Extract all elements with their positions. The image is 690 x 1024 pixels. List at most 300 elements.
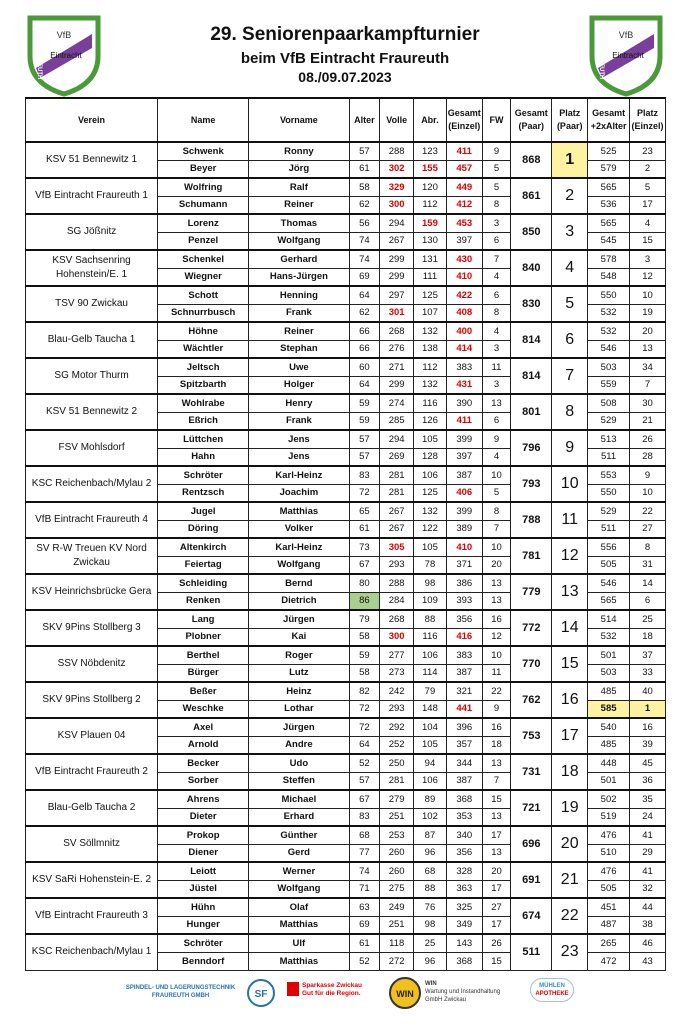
table-row (26, 142, 666, 160)
club-cell: KSV Plauen 04 (26, 718, 158, 754)
pair-place: 21 (552, 862, 588, 898)
player-abr: 107 (414, 304, 447, 322)
pair-place: 11 (552, 502, 588, 538)
player-abr: 25 (414, 934, 447, 952)
player-lastname: Döring (158, 520, 249, 538)
player-fw: 18 (482, 736, 511, 754)
sparkasse-icon (287, 982, 299, 996)
player-volle: 276 (380, 340, 414, 358)
player-age: 71 (349, 880, 380, 898)
player-gesamt-2xalter: 502 (588, 790, 630, 808)
player-abr: 131 (414, 250, 447, 268)
player-firstname: Holger (249, 376, 349, 394)
player-place: 3 (630, 250, 666, 268)
player-place: 16 (630, 718, 666, 736)
pair-total: 788 (511, 502, 552, 538)
player-gesamt-2xalter: 476 (588, 862, 630, 880)
player-age: 61 (349, 160, 380, 178)
player-volle: 329 (380, 178, 414, 196)
col-gesamt-2xalter: Gesamt +2xAlter (588, 98, 630, 142)
player-gesamt-2xalter: 451 (588, 898, 630, 916)
player-gesamt-2xalter: 559 (588, 376, 630, 394)
player-firstname: Ulf (249, 934, 349, 952)
club-cell: FSV Mohlsdorf (26, 430, 158, 466)
pair-place: 23 (552, 934, 588, 970)
table-row (26, 826, 666, 844)
player-gesamt: 356 (446, 610, 482, 628)
player-age: 64 (349, 286, 380, 304)
player-gesamt: 414 (446, 340, 482, 358)
player-lastname: Wohlrabe (158, 394, 249, 412)
player-fw: 11 (482, 358, 511, 376)
player-gesamt: 371 (446, 556, 482, 574)
pair-place: 8 (552, 394, 588, 430)
player-gesamt: 416 (446, 628, 482, 646)
player-gesamt-2xalter: 525 (588, 142, 630, 160)
player-abr: 125 (414, 484, 447, 502)
player-firstname: Henning (249, 286, 349, 304)
player-firstname: Wolfgang (249, 880, 349, 898)
player-lastname: Penzel (158, 232, 249, 250)
player-gesamt: 411 (446, 142, 482, 160)
col-vorname: Vorname (249, 98, 349, 142)
player-volle: 299 (380, 268, 414, 286)
player-firstname: Matthias (249, 952, 349, 970)
pair-place: 1 (552, 142, 588, 178)
player-gesamt: 387 (446, 772, 482, 790)
player-place: 12 (630, 268, 666, 286)
player-fw: 9 (482, 142, 511, 160)
player-lastname: Lorenz (158, 214, 249, 232)
player-gesamt-2xalter: 505 (588, 880, 630, 898)
logo-ring-text: FRAUREUTH (36, 42, 42, 80)
player-lastname: Beßer (158, 682, 249, 700)
player-fw: 5 (482, 178, 511, 196)
player-age: 57 (349, 430, 380, 448)
player-firstname: Gerhard (249, 250, 349, 268)
player-age: 62 (349, 304, 380, 322)
player-place: 13 (630, 340, 666, 358)
player-firstname: Wolfgang (249, 556, 349, 574)
table-row (26, 178, 666, 196)
player-place: 2 (630, 160, 666, 178)
player-age: 86 (349, 592, 380, 610)
col-alter: Alter (349, 98, 380, 142)
player-volle: 252 (380, 736, 414, 754)
player-firstname: Heinz (249, 682, 349, 700)
player-place: 23 (630, 142, 666, 160)
player-lastname: Jüstel (158, 880, 249, 898)
pair-place: 7 (552, 358, 588, 394)
sponsor-sparkasse-line1: Sparkasse Zwickau (302, 982, 362, 989)
player-age: 77 (349, 844, 380, 862)
player-place: 20 (630, 322, 666, 340)
player-firstname: Frank (249, 304, 349, 322)
player-age: 58 (349, 664, 380, 682)
player-firstname: Hans-Jürgen (249, 268, 349, 286)
player-place: 24 (630, 808, 666, 826)
pair-place: 6 (552, 322, 588, 358)
player-gesamt: 344 (446, 754, 482, 772)
player-lastname: Jeltsch (158, 358, 249, 376)
player-abr: 159 (414, 214, 447, 232)
player-lastname: Lüttchen (158, 430, 249, 448)
player-volle: 275 (380, 880, 414, 898)
sponsor-win-line2: Wartung und Instandhaltung (425, 989, 501, 995)
player-firstname: Jens (249, 448, 349, 466)
player-gesamt: 431 (446, 376, 482, 394)
logo-vfb-text: VfB (618, 30, 634, 40)
player-firstname: Jürgen (249, 610, 349, 628)
player-firstname: Uwe (249, 358, 349, 376)
player-abr: 68 (414, 862, 447, 880)
player-gesamt: 386 (446, 574, 482, 592)
player-volle: 269 (380, 448, 414, 466)
player-gesamt-2xalter: 448 (588, 754, 630, 772)
player-lastname: Diener (158, 844, 249, 862)
svg-text:SF: SF (254, 989, 268, 1000)
player-volle: 267 (380, 232, 414, 250)
player-gesamt-2xalter: 536 (588, 196, 630, 214)
player-lastname: Eßrich (158, 412, 249, 430)
player-abr: 114 (414, 664, 447, 682)
player-gesamt: 412 (446, 196, 482, 214)
pair-place: 5 (552, 286, 588, 322)
player-volle: 281 (380, 484, 414, 502)
player-abr: 88 (414, 880, 447, 898)
sponsor-spindel-line1: SPINDEL- UND LAGERUNGSTECHNIK (125, 985, 236, 991)
player-abr: 88 (414, 610, 447, 628)
pair-place: 2 (552, 178, 588, 214)
table-row (26, 430, 666, 448)
player-place: 40 (630, 682, 666, 700)
club-cell: KSV 51 Bennewitz 1 (26, 142, 158, 178)
player-abr: 105 (414, 430, 447, 448)
pair-place: 14 (552, 610, 588, 646)
table-row (26, 538, 666, 556)
page-title: 29. Seniorenpaarkampfturnier (210, 24, 480, 45)
player-firstname: Werner (249, 862, 349, 880)
pair-total: 731 (511, 754, 552, 790)
club-cell: SSV Nöbdenitz (26, 646, 158, 682)
player-fw: 7 (482, 772, 511, 790)
club-cell: SV Söllmnitz (26, 826, 158, 862)
player-fw: 4 (482, 322, 511, 340)
player-place: 35 (630, 790, 666, 808)
player-gesamt-2xalter: 578 (588, 250, 630, 268)
player-place: 38 (630, 916, 666, 934)
player-gesamt: 387 (446, 664, 482, 682)
player-volle: 300 (380, 196, 414, 214)
player-firstname: Kai (249, 628, 349, 646)
table-row (26, 610, 666, 628)
player-gesamt-2xalter: 503 (588, 664, 630, 682)
player-fw: 16 (482, 718, 511, 736)
player-volle: 279 (380, 790, 414, 808)
club-cell: VfB Eintracht Fraureuth 2 (26, 754, 158, 790)
player-place: 15 (630, 232, 666, 250)
player-gesamt-2xalter: 532 (588, 322, 630, 340)
player-abr: 76 (414, 898, 447, 916)
player-gesamt: 390 (446, 394, 482, 412)
player-place: 14 (630, 574, 666, 592)
player-volle: 251 (380, 808, 414, 826)
sponsor-muehlen-apotheke (530, 978, 574, 1002)
pair-total: 696 (511, 826, 552, 862)
player-fw: 9 (482, 700, 511, 718)
player-gesamt-2xalter: 485 (588, 682, 630, 700)
player-gesamt: 340 (446, 826, 482, 844)
player-abr: 126 (414, 412, 447, 430)
club-cell: SKV 9Pins Stollberg 3 (26, 610, 158, 646)
pair-place: 16 (552, 682, 588, 718)
player-abr: 111 (414, 268, 447, 286)
table-row (26, 322, 666, 340)
player-fw: 10 (482, 466, 511, 484)
player-volle: 284 (380, 592, 414, 610)
pair-total: 779 (511, 574, 552, 610)
player-age: 59 (349, 394, 380, 412)
player-age: 72 (349, 700, 380, 718)
table-row (26, 754, 666, 772)
player-abr: 98 (414, 916, 447, 934)
player-lastname: Höhne (158, 322, 249, 340)
pair-total: 762 (511, 682, 552, 718)
player-gesamt-2xalter: 503 (588, 358, 630, 376)
player-place: 46 (630, 934, 666, 952)
player-firstname: Jürgen (249, 718, 349, 736)
player-place: 17 (630, 196, 666, 214)
player-age: 58 (349, 628, 380, 646)
player-place: 9 (630, 466, 666, 484)
player-gesamt: 356 (446, 844, 482, 862)
player-gesamt: 399 (446, 502, 482, 520)
player-place: 22 (630, 502, 666, 520)
player-age: 83 (349, 466, 380, 484)
sponsor-win (425, 980, 500, 1004)
player-age: 72 (349, 718, 380, 736)
player-lastname: Arnold (158, 736, 249, 754)
player-fw: 4 (482, 268, 511, 286)
player-fw: 8 (482, 304, 511, 322)
player-abr: 89 (414, 790, 447, 808)
pair-total: 753 (511, 718, 552, 754)
pair-total: 770 (511, 646, 552, 682)
player-lastname: Schnurrbusch (158, 304, 249, 322)
player-gesamt: 397 (446, 232, 482, 250)
player-firstname: Frank (249, 412, 349, 430)
pair-total: 772 (511, 610, 552, 646)
player-place: 8 (630, 538, 666, 556)
player-lastname: Altenkirch (158, 538, 249, 556)
player-place: 33 (630, 664, 666, 682)
player-fw: 9 (482, 430, 511, 448)
player-gesamt-2xalter: 511 (588, 520, 630, 538)
player-gesamt-2xalter: 579 (588, 160, 630, 178)
player-lastname: Axel (158, 718, 249, 736)
player-age: 72 (349, 484, 380, 502)
player-gesamt-2xalter: 501 (588, 772, 630, 790)
col-abr: Abr. (414, 98, 447, 142)
player-abr: 120 (414, 178, 447, 196)
player-lastname: Plobner (158, 628, 249, 646)
table-row (26, 646, 666, 664)
player-gesamt: 389 (446, 520, 482, 538)
pair-place: 17 (552, 718, 588, 754)
sponsor-sf-logo (246, 976, 276, 1010)
player-age: 61 (349, 520, 380, 538)
player-volle: 260 (380, 862, 414, 880)
table-row (26, 934, 666, 952)
player-volle: 281 (380, 466, 414, 484)
player-volle: 288 (380, 574, 414, 592)
player-abr: 132 (414, 322, 447, 340)
table-row (26, 718, 666, 736)
player-gesamt-2xalter: 546 (588, 340, 630, 358)
player-gesamt-2xalter: 485 (588, 736, 630, 754)
player-gesamt: 457 (446, 160, 482, 178)
player-lastname: Schröter (158, 934, 249, 952)
club-cell: KSV Sachsenring Hohenstein/E. 1 (26, 250, 158, 286)
player-gesamt-2xalter: 529 (588, 412, 630, 430)
player-gesamt-2xalter: 476 (588, 826, 630, 844)
logo-eintracht-text: Eintracht (50, 51, 82, 60)
player-firstname: Henry (249, 394, 349, 412)
player-gesamt: 441 (446, 700, 482, 718)
sponsor-win-line3: GmbH Zwickau (425, 997, 467, 1003)
pair-place: 12 (552, 538, 588, 574)
player-place: 1 (630, 700, 666, 718)
player-abr: 132 (414, 502, 447, 520)
player-abr: 94 (414, 754, 447, 772)
player-age: 59 (349, 412, 380, 430)
player-gesamt: 383 (446, 646, 482, 664)
table-row (26, 394, 666, 412)
player-gesamt-2xalter: 519 (588, 808, 630, 826)
player-abr: 112 (414, 196, 447, 214)
player-age: 58 (349, 178, 380, 196)
player-lastname: Hunger (158, 916, 249, 934)
player-fw: 8 (482, 196, 511, 214)
col-fw: FW (482, 98, 511, 142)
pair-place: 22 (552, 898, 588, 934)
player-volle: 267 (380, 502, 414, 520)
event-date: 08./09.07.2023 (298, 69, 392, 85)
player-age: 80 (349, 574, 380, 592)
player-abr: 105 (414, 538, 447, 556)
player-volle: 301 (380, 304, 414, 322)
club-cell: SG Jößnitz (26, 214, 158, 250)
club-cell: Blau-Gelb Taucha 2 (26, 790, 158, 826)
club-cell: VfB Eintracht Fraureuth 1 (26, 178, 158, 214)
player-volle: 260 (380, 844, 414, 862)
player-place: 7 (630, 376, 666, 394)
player-firstname: Michael (249, 790, 349, 808)
player-abr: 155 (414, 160, 447, 178)
player-lastname: Becker (158, 754, 249, 772)
player-volle: 297 (380, 286, 414, 304)
player-fw: 13 (482, 754, 511, 772)
player-place: 21 (630, 412, 666, 430)
player-fw: 6 (482, 286, 511, 304)
player-abr: 106 (414, 466, 447, 484)
player-fw: 13 (482, 574, 511, 592)
club-cell: SV R-W Treuen KV Nord Zwickau (26, 538, 158, 574)
player-fw: 27 (482, 898, 511, 916)
player-fw: 4 (482, 448, 511, 466)
pair-total: 801 (511, 394, 552, 430)
player-lastname: Renken (158, 592, 249, 610)
player-place: 10 (630, 484, 666, 502)
table-row (26, 862, 666, 880)
svg-text:WIN: WIN (396, 989, 414, 999)
player-gesamt: 397 (446, 448, 482, 466)
player-fw: 5 (482, 160, 511, 178)
player-volle: 292 (380, 718, 414, 736)
player-place: 4 (630, 214, 666, 232)
player-gesamt-2xalter: 513 (588, 430, 630, 448)
player-place: 43 (630, 952, 666, 970)
table-row (26, 466, 666, 484)
player-gesamt: 325 (446, 898, 482, 916)
player-firstname: Olaf (249, 898, 349, 916)
pair-total: 814 (511, 322, 552, 358)
sponsor-muehlen-line1: MÜHLEN (539, 983, 565, 989)
player-fw: 11 (482, 664, 511, 682)
club-cell: Blau-Gelb Taucha 1 (26, 322, 158, 358)
player-age: 82 (349, 682, 380, 700)
player-lastname: Schleiding (158, 574, 249, 592)
player-gesamt-2xalter: 508 (588, 394, 630, 412)
player-place: 39 (630, 736, 666, 754)
player-age: 79 (349, 610, 380, 628)
player-gesamt: 410 (446, 538, 482, 556)
player-lastname: Wolfring (158, 178, 249, 196)
player-lastname: Spitzbarth (158, 376, 249, 394)
logo-vfb-text: VfB (56, 30, 72, 40)
player-firstname: Gerd (249, 844, 349, 862)
player-gesamt-2xalter: 510 (588, 844, 630, 862)
player-firstname: Joachim (249, 484, 349, 502)
player-age: 52 (349, 754, 380, 772)
player-firstname: Stephan (249, 340, 349, 358)
sponsor-muehlen-line2: APOTHEKE (535, 991, 569, 997)
player-age: 56 (349, 214, 380, 232)
page-subtitle: beim VfB Eintracht Fraureuth (240, 50, 450, 67)
player-age: 61 (349, 934, 380, 952)
player-volle: 249 (380, 898, 414, 916)
player-gesamt: 387 (446, 466, 482, 484)
player-volle: 273 (380, 664, 414, 682)
sponsor-sparkasse-line2: Gut für die Region. (302, 990, 361, 997)
player-fw: 15 (482, 952, 511, 970)
player-firstname: Dietrich (249, 592, 349, 610)
pair-total: 793 (511, 466, 552, 502)
player-place: 45 (630, 754, 666, 772)
player-gesamt-2xalter: 472 (588, 952, 630, 970)
player-firstname: Andre (249, 736, 349, 754)
player-volle: 271 (380, 358, 414, 376)
player-place: 28 (630, 448, 666, 466)
player-age: 52 (349, 952, 380, 970)
player-fw: 16 (482, 610, 511, 628)
player-gesamt-2xalter: 550 (588, 286, 630, 304)
player-firstname: Wolfgang (249, 232, 349, 250)
player-volle: 253 (380, 826, 414, 844)
player-abr: 148 (414, 700, 447, 718)
player-gesamt-2xalter: 565 (588, 592, 630, 610)
player-place: 5 (630, 178, 666, 196)
